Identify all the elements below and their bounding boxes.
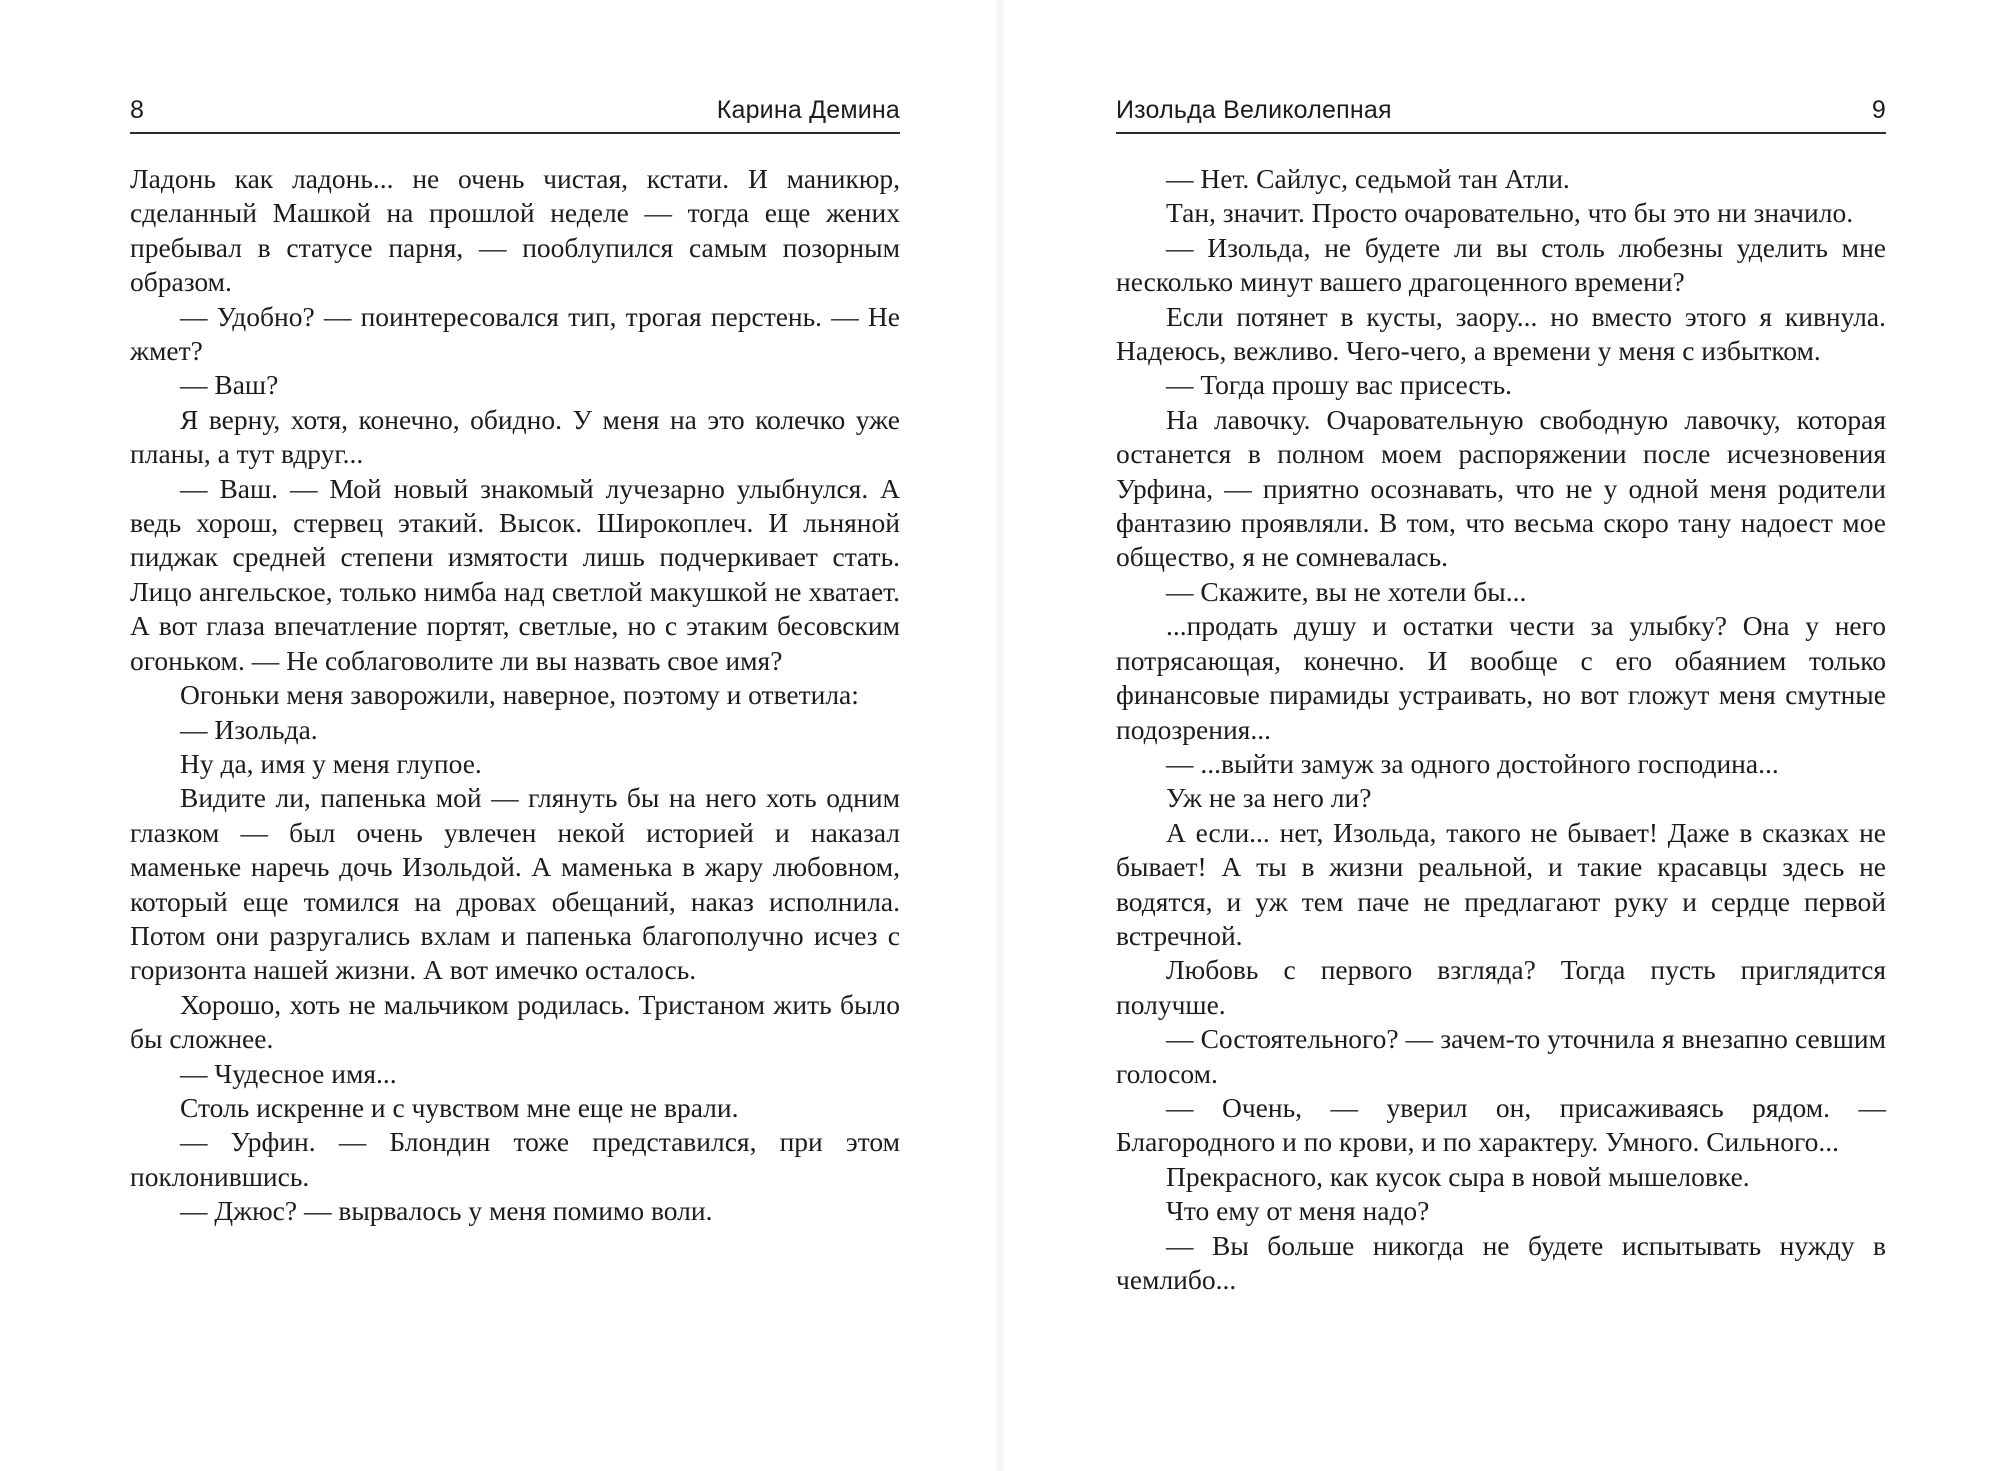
- paragraph: Уж не за него ли?: [1166, 782, 1372, 814]
- page-number: 9: [1871, 96, 1886, 124]
- paragraph: — Нет. Сайлус, седьмой тан Атли.: [1166, 163, 1570, 194]
- paragraph: — Удобно? — поинтересовался тип, трогая перстень. — Не жмет?: [130, 300, 900, 367]
- paragraph: А если... нет, Изольда, такого не бывает! Даже в сказках не бывает! А ты в жизни реальной, и такие красавцы здесь не водятся, и уж тем паче не предлагают руку и сердце первой встречной.: [1116, 816, 1886, 951]
- left-page-text: [130, 162, 900, 1229]
- paragraph: — Скажите, вы не хотели бы...: [1166, 575, 1527, 607]
- paragraph: — Чудесное имя...: [180, 1057, 397, 1089]
- paragraph: Огоньки меня заворожили, наверное, поэтому и ответила:: [180, 679, 859, 711]
- paragraph: Тан, значит. Просто очаровательно, что бы это ни значило.: [1166, 197, 1854, 229]
- paragraph: — Очень, — уверил он, присаживаясь рядом. — Благородного и по крови, и по характеру. Умного. Сильного...: [1116, 1091, 1886, 1158]
- paragraph: Хорошо, хоть не мальчиком родилась. Тристаном жить было бы сложнее.: [130, 988, 900, 1055]
- page-number: 8: [130, 96, 145, 124]
- running-head-title: Изольда Великолепная: [1116, 96, 1392, 124]
- paragraph: Прекрасного, как кусок сыра в новой мышеловке.: [1166, 1160, 1750, 1192]
- paragraph: На лавочку. Очаровательную свободную лавочку, которая останется в полном моем распоряжении после исчезновения Урфина, — приятно осознавать, что не у одной меня родители фантазию проявляли. В том, что весьма скоро тану надоест мое общество, я не сомневалась.: [1116, 403, 1886, 573]
- paragraph: — Джюс? — вырвалось у меня помимо воли.: [180, 1195, 713, 1227]
- paragraph: — Тогда прошу вас присесть.: [1166, 369, 1513, 401]
- paragraph: — Изольда.: [180, 713, 318, 745]
- paragraph: Что ему от меня надо?: [1166, 1195, 1430, 1227]
- right-page: [1116, 96, 1886, 1297]
- paragraph: ...продать душу и остатки чести за улыбку? Она у него потрясающая, конечно. И вообще с его обаянием только финансовые пирамиды устраивать, но вот гложут меня смутные подозрения...: [1116, 610, 1886, 745]
- book-gutter: [994, 0, 1006, 1471]
- paragraph: — Ваш?: [180, 369, 279, 401]
- paragraph: Я верну, хотя, конечно, обидно. У меня на это колечко уже планы, а тут вдруг...: [130, 403, 900, 470]
- running-head-author: Карина Демина: [716, 96, 900, 124]
- paragraph: — Состоятельного? — зачем-то уточнила я внезапно севшим голосом.: [1116, 1023, 1886, 1089]
- paragraph: — ...выйти замуж за одного достойного господина...: [1166, 747, 1779, 779]
- right-page-text: [1116, 162, 1886, 1297]
- paragraph: Столь искренне и с чувством мне еще не врали.: [180, 1091, 739, 1123]
- left-page: [130, 96, 900, 1229]
- paragraph: Ладонь как ладонь... не очень чистая, кстати. И маникюр, сделанный Машкой на прошлой неделе — тогда еще жених пребывал в статусе парня, — пооблупился самым позорным образом.: [130, 163, 900, 298]
- paragraph: Ну да, имя у меня глупое.: [180, 747, 482, 779]
- paragraph: Видите ли, папенька мой — глянуть бы на него хоть одним глазком — был очень увлечен некой историей и наказал маменьке наречь дочь Изольдой. А маменька в жару любовном, который еще томился на дровах обещаний, наказ исполнила. Потом они разругались вхлам и папенька благополучно исчез с горизонта нашей жизни. А вот имечко осталось.: [130, 782, 900, 986]
- right-page-header: [1116, 96, 1886, 134]
- paragraph: Если потянет в кусты, заору... но вместо этого я кивнула. Надеюсь, вежливо. Чего-чего, а времени у меня с избытком.: [1116, 300, 1886, 367]
- paragraph: — Изольда, не будете ли вы столь любезны уделить мне несколько минут вашего драгоценного времени?: [1116, 231, 1886, 298]
- paragraph: — Вы больше никогда не будете испытывать нужду в чемлибо...: [1116, 1229, 1886, 1295]
- paragraph: — Урфин. — Блондин тоже представился, при этом поклонившись.: [130, 1126, 900, 1192]
- paragraph: — Ваш. — Мой новый знакомый лучезарно улыбнулся. А ведь хорош, стервец этакий. Высок. Широкоплеч. И льняной пиджак средней степени измятости лишь подчеркивает стать. Лицо ангельское, только нимба над светлой макушкой не хватает. А вот глаза впечатление портят, светлые, но с этаким бесовским огоньком. — Не соблаговолите ли вы назвать свое имя?: [130, 472, 900, 676]
- paragraph: Любовь с первого взгляда? Тогда пусть приглядится получше.: [1116, 954, 1886, 1020]
- left-page-header: [130, 96, 900, 134]
